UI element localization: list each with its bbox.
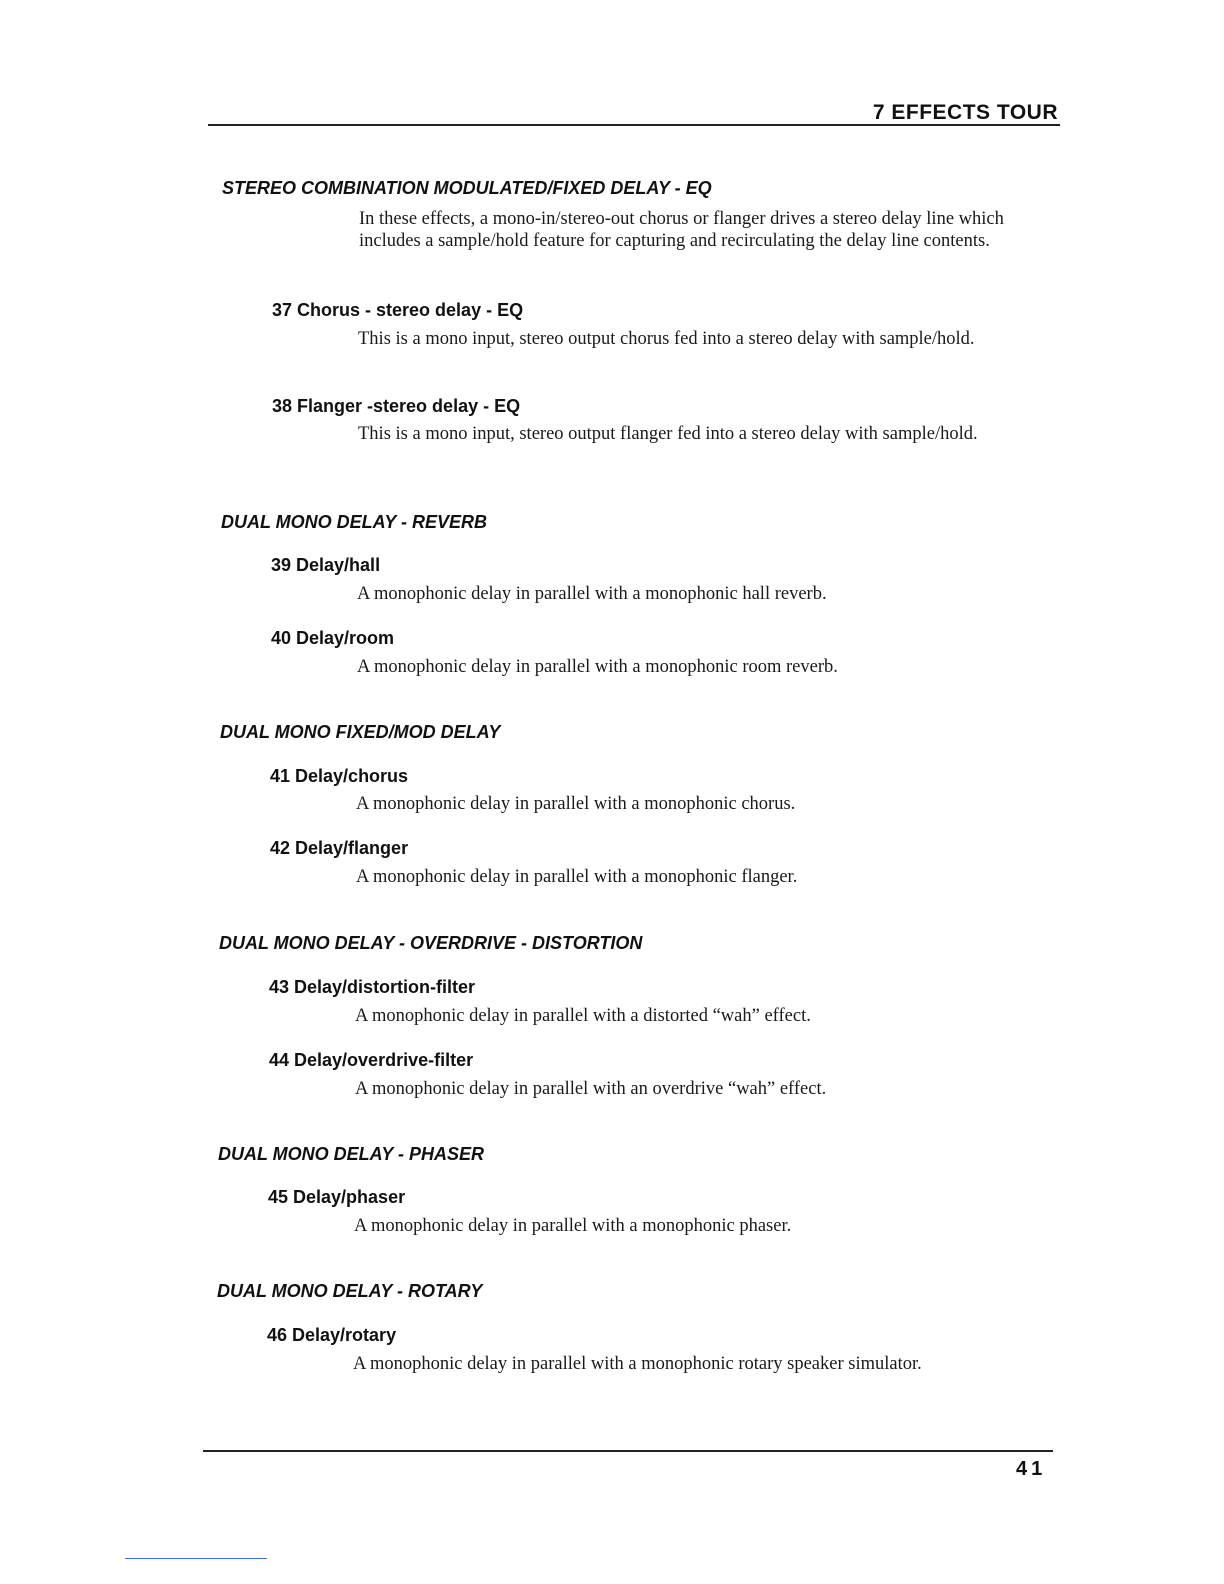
effect-title: 44 Delay/overdrive-filter <box>269 1050 474 1070</box>
effect-title: 46 Delay/rotary <box>267 1325 397 1345</box>
effect-title: 42 Delay/flanger <box>270 838 409 858</box>
section-heading: DUAL MONO DELAY - PHASER <box>218 1144 485 1164</box>
section-heading: DUAL MONO DELAY - ROTARY <box>217 1281 483 1301</box>
effect-description: A monophonic delay in parallel with an overdrive “wah” effect. <box>355 1079 827 1099</box>
section-heading: STEREO COMBINATION MODULATED/FIXED DELAY - EQ <box>222 178 712 198</box>
effect-title: 37 Chorus - stereo delay - EQ <box>272 300 524 320</box>
effect-description: A monophonic delay in parallel with a monophonic phaser. <box>354 1216 792 1236</box>
effect-title: 43 Delay/distortion-filter <box>269 977 476 997</box>
effect-title: 39 Delay/hall <box>271 555 381 575</box>
effect-description: A monophonic delay in parallel with a monophonic chorus. <box>356 794 796 814</box>
effect-title: 41 Delay/chorus <box>270 766 409 786</box>
effect-description: A monophonic delay in parallel with a distorted “wah” effect. <box>355 1006 811 1026</box>
header-rule <box>208 124 1060 126</box>
effect-description: This is a mono input, stereo output chorus fed into a stereo delay with sample/hold. <box>358 329 975 349</box>
footer-rule <box>203 1450 1053 1452</box>
effect-description: A monophonic delay in parallel with a monophonic hall reverb. <box>357 584 827 604</box>
chapter-title: 7 EFFECTS TOUR <box>872 101 1058 124</box>
effect-description: A monophonic delay in parallel with a monophonic rotary speaker simulator. <box>353 1354 922 1374</box>
page-number: 41 <box>1016 1458 1047 1480</box>
effect-description: A monophonic delay in parallel with a monophonic room reverb. <box>357 657 838 677</box>
scan-artifact-line <box>125 1558 267 1559</box>
effect-description: This is a mono input, stereo output flanger fed into a stereo delay with sample/hold. <box>358 424 978 444</box>
section-heading: DUAL MONO FIXED/MOD DELAY <box>220 722 501 742</box>
effect-description: A monophonic delay in parallel with a monophonic flanger. <box>356 867 798 887</box>
section-heading: DUAL MONO DELAY - OVERDRIVE - DISTORTION <box>219 933 643 953</box>
effect-title: 38 Flanger -stereo delay - EQ <box>272 396 521 416</box>
section-heading: DUAL MONO DELAY - REVERB <box>221 512 488 532</box>
effect-title: 45 Delay/phaser <box>268 1187 406 1207</box>
section-intro: In these effects, a mono-in/stereo-out chorus or flanger drives a stereo delay line which includes a sample/hold feature for capturing and recirculating the delay line contents. <box>359 209 1004 251</box>
effect-title: 40 Delay/room <box>271 628 395 648</box>
